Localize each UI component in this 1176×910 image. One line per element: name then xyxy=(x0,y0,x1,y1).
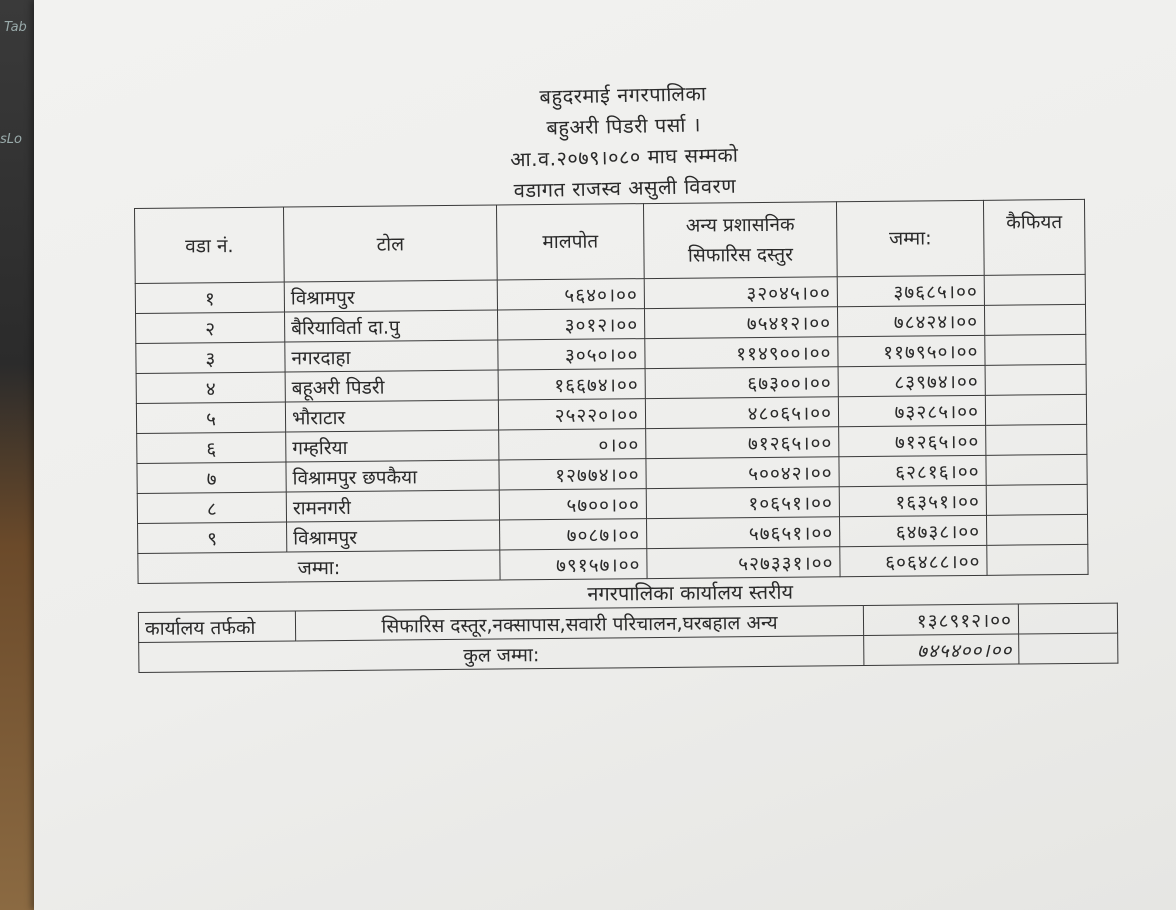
cell-malpot: १६६७४।०० xyxy=(498,369,645,400)
cell-tole: बहूअरी पिडरी xyxy=(285,370,498,402)
cell-other: ४८०६५।०० xyxy=(645,397,838,429)
ward-revenue-table xyxy=(134,199,1089,584)
cell-other: ३२०४५।०० xyxy=(644,277,837,309)
cell-tole: नगरदाहा xyxy=(285,340,498,372)
cell-malpot: ३०५०।०० xyxy=(498,339,645,370)
total-other: ५२७३३१।०० xyxy=(647,547,840,579)
cell-other: ५००४२।०० xyxy=(646,457,839,489)
cell-total: ७१२६५।०० xyxy=(839,425,986,456)
cell-other: १०६५१।०० xyxy=(646,487,839,519)
office-row-amount: १३८९१२।०० xyxy=(863,604,1018,635)
office-row-remarks xyxy=(1018,603,1117,634)
report-title: वडागत राजस्व असुली विवरण xyxy=(513,173,737,203)
header-tole: टोल xyxy=(283,205,497,282)
cell-tole: रामनगरी xyxy=(286,490,499,522)
cell-other: ७५४१२।०० xyxy=(644,307,837,339)
revenue-sheet xyxy=(134,199,1123,673)
office-row-label: कार्यालय तर्फको xyxy=(138,611,295,643)
cell-remarks xyxy=(984,274,1085,305)
cell-ward: ८ xyxy=(137,492,286,523)
header-other-fees xyxy=(643,202,837,279)
cell-malpot: ३०१२।०० xyxy=(497,309,644,340)
header-other-line2: सिफारिस दस्तुर xyxy=(687,243,794,267)
cell-remarks xyxy=(984,304,1085,335)
cell-ward: ४ xyxy=(136,372,285,403)
cell-malpot: २५२२०।०० xyxy=(498,399,645,430)
header-total: जम्मा: xyxy=(836,200,984,276)
header-malpot: मालपोत xyxy=(496,204,644,280)
cell-tole: बैरियाविर्ता दा.पु xyxy=(285,310,498,342)
cell-ward: ३ xyxy=(136,342,285,373)
office-section-title: नगरपालिका कार्यालय स्तरीय xyxy=(587,579,794,606)
cell-malpot: ५६४०।०० xyxy=(497,279,644,310)
total-label: जम्मा: xyxy=(138,550,500,583)
fiscal-year: आ.व.२०७९।०८० माघ सम्मको xyxy=(509,142,739,172)
office-location: बहुअरी पिडरी पर्सा । xyxy=(546,112,702,140)
paper-sheet xyxy=(34,0,1176,910)
total-malpot: ७९१५७।०० xyxy=(500,549,647,580)
cell-malpot: ०।०० xyxy=(499,429,646,460)
background-side-text: sLo xyxy=(0,132,22,147)
cell-other: ११४९००।०० xyxy=(645,337,838,369)
background-tab-text: Tab xyxy=(4,20,27,35)
table-header-row xyxy=(135,199,1086,283)
cell-remarks xyxy=(986,454,1087,485)
cell-tole: विश्रामपुर xyxy=(284,280,497,312)
total-remarks xyxy=(987,544,1088,575)
cell-ward: ६ xyxy=(137,432,286,463)
cell-ward: १ xyxy=(135,282,284,313)
cell-ward: २ xyxy=(136,312,285,343)
cell-total: ११७९५०।०० xyxy=(838,335,985,366)
cell-other: ६७३००।०० xyxy=(645,367,838,399)
cell-total: ६२८१६।०० xyxy=(839,455,986,486)
cell-total: ६४७३८।०० xyxy=(839,515,986,546)
municipality-name: बहुदरमाई नगरपालिका xyxy=(539,81,707,109)
grand-total-remarks xyxy=(1019,633,1118,664)
cell-total: ८३९७४।०० xyxy=(838,365,985,396)
cell-malpot: १२७७४।०० xyxy=(499,459,646,490)
cell-malpot: ५७००।०० xyxy=(499,489,646,520)
cell-tole: गम्हरिया xyxy=(286,430,499,462)
cell-remarks xyxy=(985,364,1086,395)
cell-ward: ५ xyxy=(136,402,285,433)
cell-total: १६३५१।०० xyxy=(839,485,986,516)
cell-total: ७३२८५।०० xyxy=(838,395,985,426)
cell-other: ७१२६५।०० xyxy=(646,427,839,459)
cell-remarks xyxy=(985,334,1086,365)
cell-tole: विश्रामपुर छपकैया xyxy=(286,460,499,492)
cell-ward: ७ xyxy=(137,462,286,493)
header-other-line1: अन्य प्रशासनिक xyxy=(685,213,795,237)
cell-tole: भौराटार xyxy=(285,400,498,432)
cell-tole: विश्रामपुर xyxy=(287,520,500,552)
cell-remarks xyxy=(986,484,1087,515)
cell-other: ५७६५१।०० xyxy=(647,517,840,549)
cell-ward: ९ xyxy=(138,522,287,553)
grand-total-label: कुल जम्मा: xyxy=(139,636,864,673)
cell-remarks xyxy=(986,514,1087,545)
header-ward: वडा नं. xyxy=(135,207,285,283)
cell-malpot: ७०८७।०० xyxy=(500,519,647,550)
grand-total-amount: ७४५४००।०० xyxy=(864,634,1019,665)
document-header xyxy=(413,76,836,209)
office-row-description: सिफारिस दस्तूर,नक्सापास,सवारी परिचालन,घरबहाल अन्य xyxy=(295,606,863,641)
cell-remarks xyxy=(985,394,1086,425)
total-total: ६०६४८८।०० xyxy=(840,545,987,576)
header-remarks: कैफियत xyxy=(983,199,1085,275)
cell-total: ७८४२४।०० xyxy=(837,305,984,336)
cell-remarks xyxy=(986,424,1087,455)
cell-total: ३७६८५।०० xyxy=(837,275,984,306)
office-revenue-table xyxy=(138,603,1119,673)
